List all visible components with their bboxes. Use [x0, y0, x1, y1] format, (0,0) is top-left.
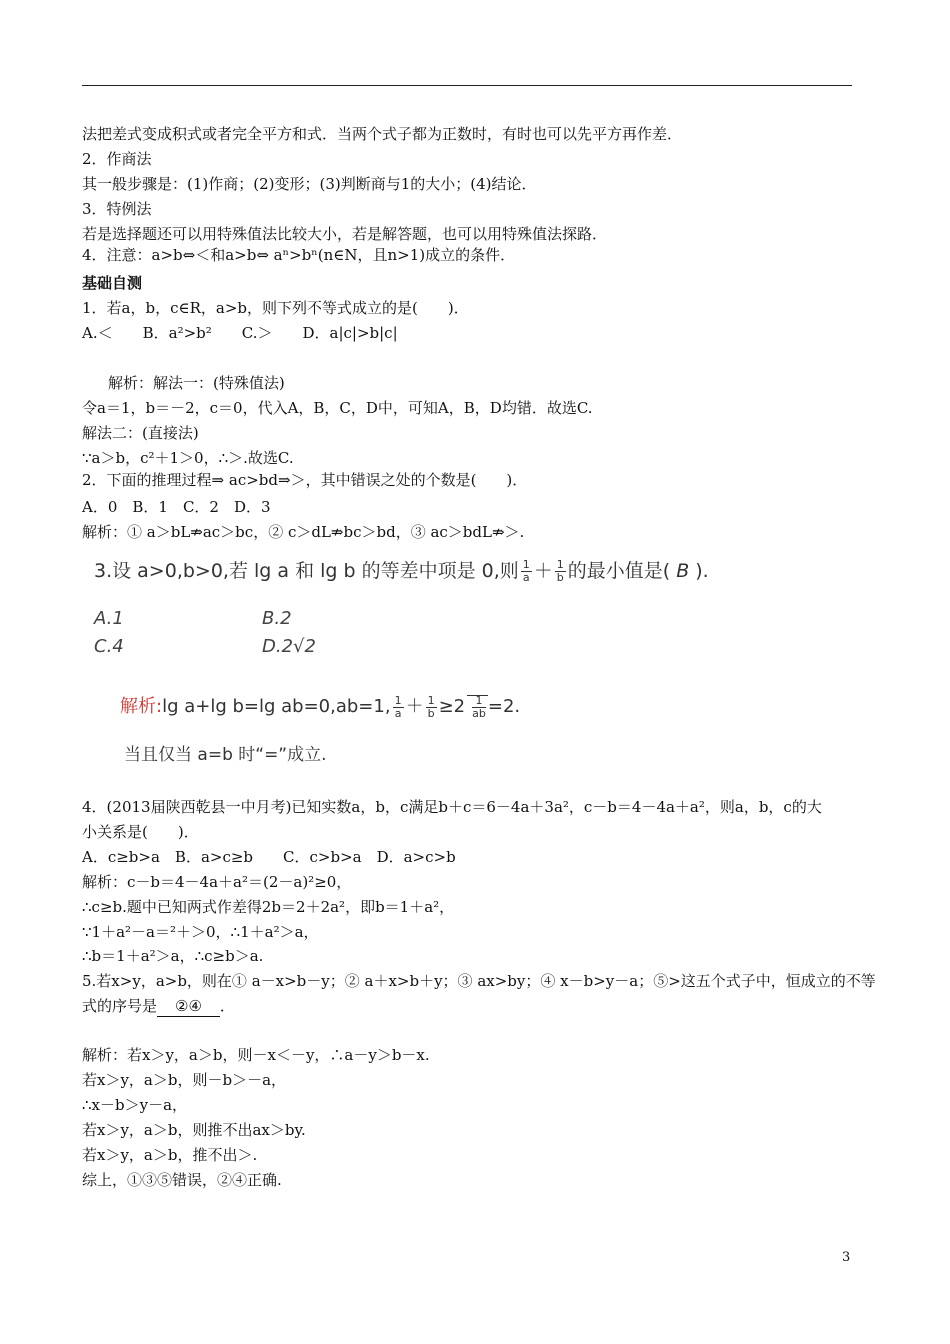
solution-5-line: 若x＞y，a＞b，则－b＞－a， — [82, 1071, 287, 1089]
question-1: 1．若a，b，c∈R，a>b，则下列不等式成立的是( )． — [82, 299, 469, 317]
solution-5-line: 若x＞y，a＞b，则推不出ax＞by. — [82, 1121, 306, 1139]
question-1-options: A.＜ B．a²>b² C.＞ D．a|c|>b|c| — [82, 324, 398, 342]
text-line: 其一般步骤是：(1)作商；(2)变形；(3)判断商与1的大小；(4)结论． — [82, 175, 537, 193]
solution-4-line: ∴c≥b.题中已知两式作差得2b＝2＋2a²，即b＝1＋a²， — [82, 898, 455, 916]
answer-letter: B — [676, 560, 690, 582]
solution-1-line: 解法二：(直接法) — [82, 424, 199, 442]
solution-5-line: 若x＞y，a＞b，推不出＞. — [82, 1146, 258, 1164]
solution-5-line: 综上，①③⑤错误，②④正确. — [82, 1171, 282, 1189]
page-number: 3 — [842, 1250, 851, 1265]
fraction: $\frac{1}{a}$ — [394, 693, 402, 720]
solution-4-line: ∵1＋a²－a＝²＋＞0，∴1＋a²＞a， — [82, 923, 319, 941]
question-5-cont: 式的序号是 ②④ ． — [82, 997, 235, 1015]
solution-3: 解析:lg a+lg b=lg ab=0,ab=1, $\frac{1}{a}$ ＋ $\frac{1}{b}$ ≥2 $\frac{1}{ab}$ =2. — [120, 693, 521, 720]
text-line: 法把差式变成积式或者完全平方和式．当两个式子都为正数时，有时也可以先平方再作差． — [82, 125, 683, 143]
text-line: 4．注意：a>b⇔＜和a>b⇔ aⁿ>bⁿ(n∈N，且n>1)成立的条件． — [82, 246, 516, 264]
question-4-options: A．c≥b>a B．a>c≥b C．c>b>a D．a>c>b — [82, 848, 456, 866]
solution-4-line: ∴b＝1＋a²＞a，∴c≥b＞a. — [82, 947, 264, 965]
solution-5-line: 解析：若x＞y，a＞b，则－x＜－y，∴a－y＞b－x. — [82, 1046, 430, 1064]
solution-3-note: 当且仅当 a=b 时“=”成立. — [124, 745, 327, 765]
solution-4-line: 解析：c－b＝4－4a＋a²＝(2－a)²≥0， — [82, 873, 352, 891]
option-d: D.2√2 — [262, 636, 316, 657]
solution-1-line: 令a＝1，b＝－2，c＝0，代入A，B，C，D中，可知A，B，D均错．故选C. — [82, 399, 593, 417]
fraction: $\frac{1}{b}$ — [427, 693, 435, 720]
question-2-options: A．0 B．1 C．2 D．3 — [82, 498, 271, 516]
option-c: C.4 — [94, 636, 124, 657]
fraction: $\frac{1}{b}$ — [556, 558, 564, 584]
header-rule — [82, 85, 852, 86]
answer-blank: ②④ — [157, 996, 220, 1017]
option-b: B.2 — [262, 608, 292, 629]
fraction: $\frac{1}{a}$ — [522, 558, 530, 584]
heading-quotient-method: 2．作商法 — [82, 150, 152, 168]
option-a: A.1 — [94, 608, 124, 629]
solution-label: 解析: — [120, 696, 163, 717]
fraction: $\frac{1}{ab}$ — [472, 693, 486, 720]
text-line: 若是选择题还可以用特殊值法比较大小，若是解答题，也可以用特殊值法探路． — [82, 225, 608, 243]
solution-1-line: 解析：解法一：(特殊值法) — [108, 374, 285, 392]
solution-1-line: ∵a＞b，c²＋1＞0，∴＞.故选C. — [82, 449, 294, 467]
solution-5-line: ∴x－b＞y－a， — [82, 1096, 188, 1114]
question-4-cont: 小关系是( )． — [82, 823, 199, 841]
heading-special-value: 3．特例法 — [82, 200, 152, 218]
question-2: 2．下面的推理过程⇒ ac>bd⇒＞，其中错误之处的个数是( )． — [82, 471, 528, 489]
solution-2: 解析：① a＞bL⇏ac＞bc，② c＞dL⇏bc＞bd，③ ac＞bdL⇏＞. — [82, 523, 525, 541]
section-title: 基础自测 — [82, 274, 143, 292]
question-4: 4．(2013届陕西乾县一中月考)已知实数a，b，c满足b＋c＝6－4a＋3a²，c－b＝4－4a＋a²，则a，b，c的大 — [82, 798, 822, 816]
question-3-stem: 3.设 a>0,b>0,若 lg a 和 lg b 的等差中项是 0,则 $\frac{1}{a}$ ＋ $\frac{1}{b}$ 的最小值是( B ). — [94, 558, 709, 584]
sqrt — [467, 693, 488, 720]
question-3-image — [90, 552, 709, 774]
question-5: 5.若x>y，a>b，则在① a－x>b－y；② a＋x>b＋y；③ ax>by；④ x－b>y－a；⑤>这五个式子中，恒成立的不等 — [82, 972, 876, 990]
